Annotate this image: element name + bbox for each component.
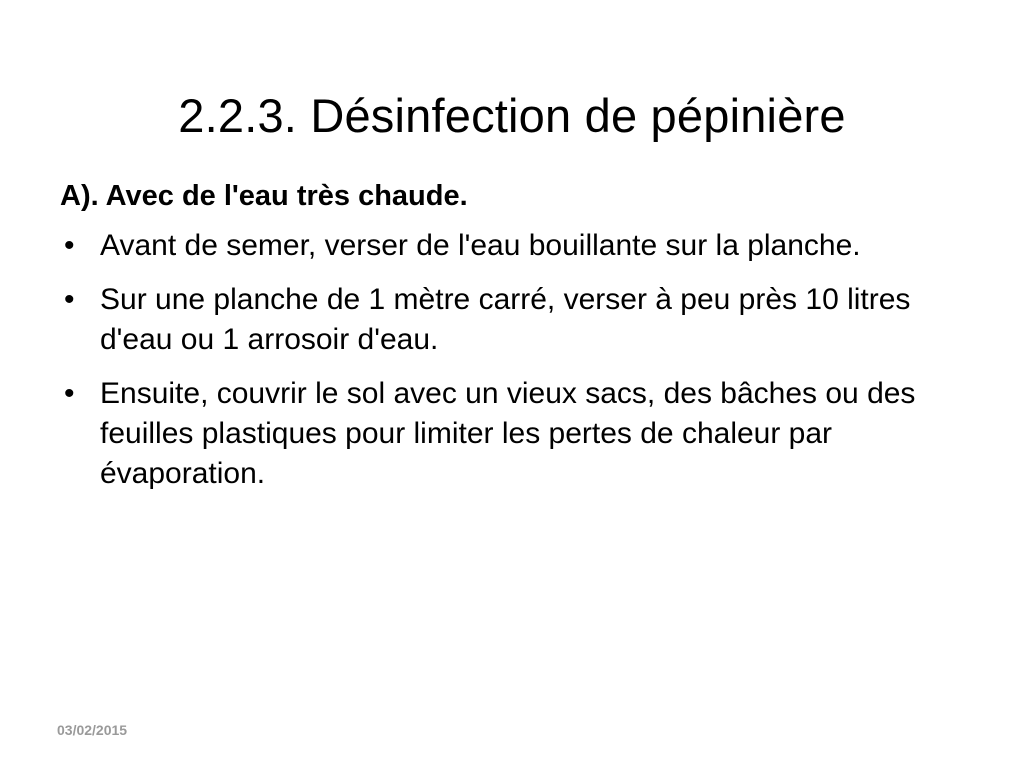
section-subheading: A). Avec de l'eau très chaude. [60, 180, 468, 212]
bullet-marker-icon: • [64, 229, 75, 263]
list-item-text: Sur une planche de 1 mètre carré, verser à peu près 10 litres d'eau ou 1 arrosoir d'eau. [100, 283, 911, 357]
page-title: 2.2.3. Désinfection de pépinière [178, 89, 846, 143]
bullet-list [56, 226, 968, 493]
list-item [56, 374, 968, 494]
list-item-text: Avant de semer, verser de l'eau bouillante sur la planche. [100, 229, 861, 263]
list-item [56, 226, 968, 266]
slide-body [56, 178, 968, 508]
list-item [56, 280, 968, 360]
bullet-marker-icon: • [64, 283, 75, 317]
bullet-marker-icon: • [64, 376, 75, 410]
date-stamp: 03/02/2015 [57, 722, 128, 738]
list-item-text: Ensuite, couvrir le sol avec un vieux sacs, des bâches ou des feuilles plastiques pour limiter les pertes de chaleur par évaporation. [100, 376, 916, 490]
